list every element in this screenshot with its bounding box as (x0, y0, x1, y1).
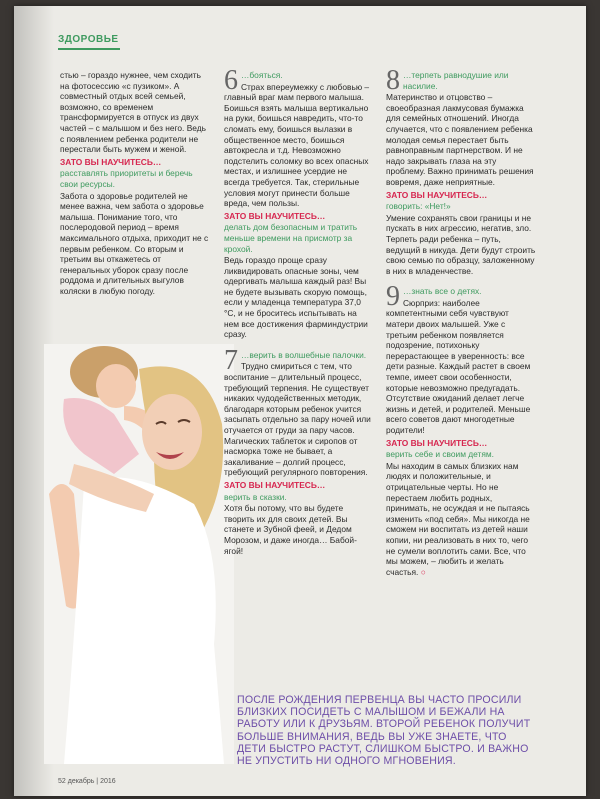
paragraph-9b: Мы находим в самых близких нам людях и положительные, и отрицательные черты. Но не перестаем любить родных, принимать, не осуждая и не пытаясь изменить «под себя». Мы никогда не сможем ни воспитать из детей наши копии, ни реализовать в них то, чего не сумели воплотить сами. Все, что мы можем, – любить и желать счастья. (386, 460, 530, 577)
learn-8-text: говорить: «Нет!» (386, 201, 451, 212)
paragraph-9: Сюрприз: наиболее компетентными себя чувствуют матери двоих малышей. Уже с третьим ребенком появляется подозрение, потихоньку перерастающее в уверенность: все дети разные. Каждый растет в своем темпе, имеет свои особенности, которые невозможно предугадать. Отсутствие ожиданий делает легче жизнь и детей, и родителей. Меньше всего советов дают многодетные родители! (386, 297, 531, 435)
col1-paragraph-2: Забота о здоровье родителей не менее важна, чем забота о здоровье малыша. Понимание того, что послеродовой период – время максимального отдыха, приходит не с первым ребенком. Со вторым и третьим вы откажетесь от генеральных уборок сразу после роддома и длительных выгулов коляски в любую погоду. (60, 190, 209, 296)
learn-8-label: ЗАТО ВЫ НАУЧИТЕСЬ… (386, 189, 488, 200)
heading-9: …знать все о детях. (403, 286, 482, 297)
number-9: 9 (386, 281, 400, 313)
number-7: 7 (224, 344, 238, 376)
page-footer: 52 декабрь | 2016 (58, 778, 116, 785)
heading-6: …бояться. (241, 70, 283, 80)
learn-7-label: ЗАТО ВЫ НАУЧИТЕСЬ… (224, 479, 326, 490)
learn-9-text: верить себе и своим детям. (386, 449, 495, 460)
heading-8: …терпеть равнодушие или насилие. (403, 70, 509, 91)
closing-banner: ПОСЛЕ РОЖДЕНИЯ ПЕРВЕНЦА ВЫ ЧАСТО ПРОСИЛИ БЛИЗКИХ ПОСИДЕТЬ С МАЛЫШОМ И БЕЖАЛИ НА РАБОТУ ИЛИ К ДРУЗЬЯМ. ВТОРОЙ РЕБЕНОК ПОЛУЧИТ БОЛЬШЕ ВНИМАНИЯ, ВЕДЬ ВЫ УЖЕ ЗНАЕТЕ, ЧТО ДЕТИ БЫСТРО РАСТУТ, СЛИШКОМ БЫСТРО. И ВАЖНО НЕ УПУСТИТЬ НИ ОДНОГО МГНОВЕНИЯ. (237, 694, 531, 768)
paragraph-7: Трудно смириться с тем, что воспитание – длительный процесс, требующий терпения. Не существует никаких чудодейственных методик, благодаря которым ребенок учится засыпать отдельно за пару ночей или отучается от груди за пару часов. Магических таблеток и сиропов от насморка тоже не бывает, а закаливание – долгий процесс, требующий регулярного повторения. (224, 361, 371, 478)
col1-paragraph-1: стью – гораздо нужнее, чем сходить на фотосессию «с пузиком». А совместный отдых всей семьей, возможно, со временем трансформируется в отпуск из двух частей – с малышом и без него. Ведь с появлением ребенка родители не перестали быть мужем и женой. (60, 70, 207, 155)
number-8: 8 (386, 65, 400, 96)
paragraph-8b: Умение сохранять свои границы и не пускать в них агрессию, негатив, зло. Терпеть ради ребенка – путь, ведущий в никуда. Дети будут строить свою семью по образцу, заложенному в них в младенчестве. (386, 212, 536, 276)
paragraph-7b: Хотя бы потому, что вы будете творить их для своих детей. Вы станете и Зубной феей, и Дедом Морозом, и даже иногда… Бабой-ягой! (224, 503, 357, 556)
paragraph-8: Материнство и отцовство – своеобразная лакмусовая бумажка для семейных отношений. Иногда случается, что с появлением ребенка молодая семья перестает быть равноправным партнерством. И не надо закрывать глаза на эту проблему. Важно принимать решения вовремя, даже неприятные. (386, 92, 534, 187)
photo-illustration (44, 344, 234, 764)
mother-daughter-photo (44, 344, 234, 764)
learn-9-label: ЗАТО ВЫ НАУЧИТЕСЬ… (386, 437, 488, 448)
learn-6-label: ЗАТО ВЫ НАУЧИТЕСЬ… (224, 210, 326, 221)
learn-6-text: делать дом безопасным и тратить меньше времени на присмотр за крохой. (224, 222, 358, 254)
number-6: 6 (224, 65, 238, 96)
section-title: ЗДОРОВЬЕ (58, 34, 119, 45)
column-1 (60, 70, 210, 297)
paragraph-6: Страх впереумежку с любовью – главный враг мам первого малыша. Боишься взять малыша вертикально на руки, боишься навредить, что-то сломать ему, боишься вылазки в общественное место, боишься автокресла и т.д. Невозможно подстелить соломку во всех опасных местах, и излишнее усердие не всегда требуется. Так, стерильные условия могут принести больше вреда, чем пользы. (224, 81, 370, 209)
end-mark-icon: ○ (420, 566, 426, 577)
magazine-page (14, 6, 586, 796)
paragraph-6b: Ведь гораздо проще сразу ликвидировать опасные зоны, чем одергивать малыша каждый раз! Вы не будете вызывать скорую помощь, если у младенца температура 37,0 °C, и не броситесь испытывать на нем все достижения фарминдустрии сразу. (224, 255, 368, 340)
heading-7: …верить в волшебные палочки. (241, 349, 367, 360)
column-2 (224, 65, 374, 557)
column-3 (386, 65, 536, 578)
section-underline (58, 48, 120, 50)
learn-7-text: верить в сказки. (224, 491, 287, 502)
col1-learn-text: расставлять приоритеты и беречь свои ресурсы. (60, 168, 193, 189)
col1-learn-label: ЗАТО ВЫ НАУЧИТЕСЬ… (60, 156, 162, 167)
